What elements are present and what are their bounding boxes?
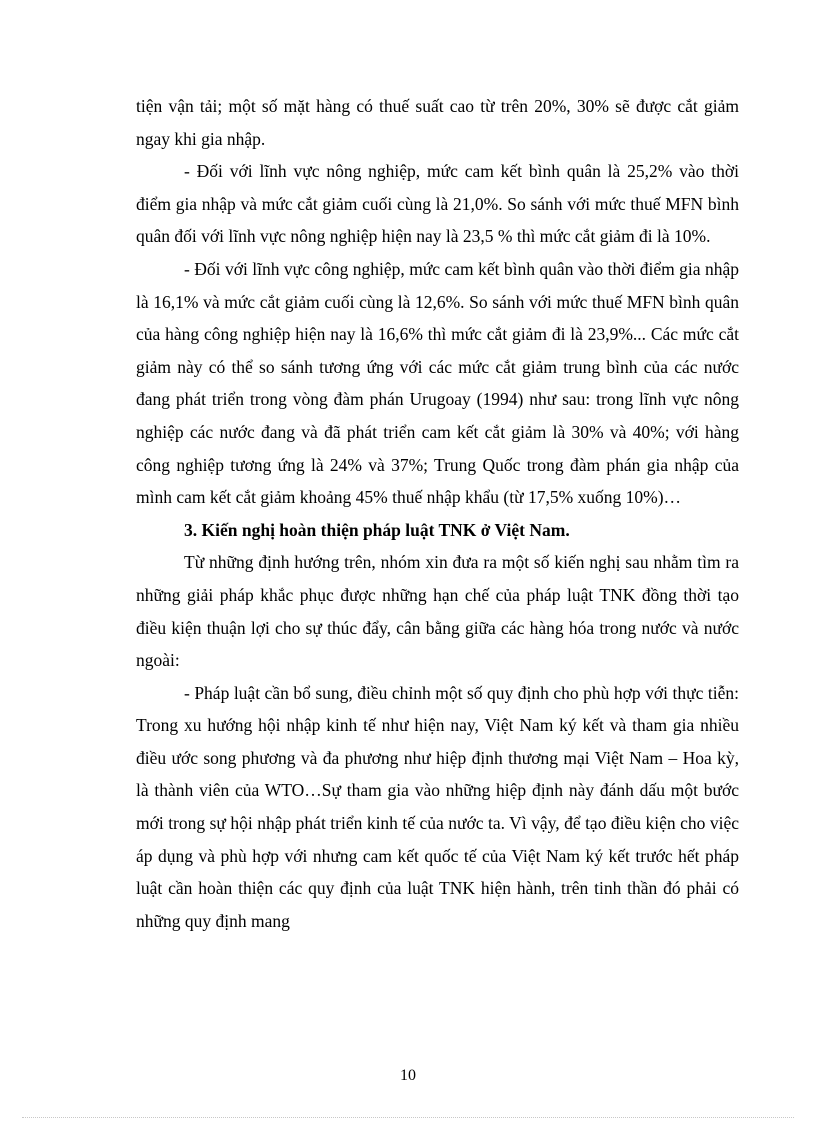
paragraph-law-amendment: - Pháp luật cần bổ sung, điều chỉnh một số quy định cho phù hợp với thực tiễn: Trong xu hướng hội nhập kinh tế như hiện nay, Việt Nam ký kết và tham gia nhiều điều ước song phương và đa phương như hiệp định thương mại Việt Nam – Hoa kỳ, là thành viên của WTO…Sự tham gia vào những hiệp định này đánh dấu một bước mới trong sự hội nhập phát triển kinh tế của nước ta. Vì vậy, để tạo điều kiện cho việc áp dụng và phù hợp với nhưng cam kết quốc tế của Việt Nam ký kết trước hết pháp luật cần hoàn thiện các quy định của luật TNK hiện hành, trên tinh thần đó phải có những quy định mang (136, 682, 739, 931)
page-number: 10 (400, 1067, 416, 1084)
paragraph-agriculture: - Đối với lĩnh vực nông nghiệp, mức cam kết bình quân là 25,2% vào thời điểm gia nhập và mức cắt giảm cuối cùng là 21,0%. So sánh với mức thuế MFN bình quân đối với lĩnh vực nông nghiệp hiện nay là 23,5 % thì mức cắt giảm đi là 10%. (136, 161, 739, 247)
section-heading: 3. Kiến nghị hoàn thiện pháp luật TNK ở Việt Nam. (184, 519, 570, 540)
paragraph-recommendations-intro: Từ những định hướng trên, nhóm xin đưa ra một số kiến nghị sau nhằm tìm ra những giải pháp khắc phục được những hạn chế của pháp luật TNK đồng thời tạo điều kiện thuận lợi cho sự thúc đẩy, cân bằng giữa các hàng hóa trong nước và nước ngoài: (136, 552, 739, 671)
paragraph-continuation: tiện vận tải; một số mặt hàng có thuế suất cao từ trên 20%, 30% sẽ được cắt giảm ngay khi gia nhập. (136, 96, 739, 149)
page-edge-divider (22, 1117, 794, 1118)
paragraph-industry: - Đối với lĩnh vực công nghiệp, mức cam kết bình quân vào thời điểm gia nhập là 16,1% và mức cắt giảm cuối cùng là 12,6%. So sánh với mức thuế MFN bình quân của hàng công nghiệp hiện nay là 16,6% thì mức cắt giảm đi là 23,9%... Các mức cắt giảm này có thể so sánh tương ứng với các mức cắt giảm trung bình của các nước đang phát triển trong vòng đàm phán Urugoay (1994) như sau: trong lĩnh vực nông nghiệp các nước đang và đã phát triển cam kết cắt giảm là 30% và 40%; với hàng công nghiệp tương ứng là 24% và 37%; Trung Quốc trong đàm phán gia nhập của mình cam kết cắt giảm khoảng 45% thuế nhập khẩu (từ 17,5% xuống 10%)… (136, 258, 739, 508)
page-body (136, 90, 739, 937)
